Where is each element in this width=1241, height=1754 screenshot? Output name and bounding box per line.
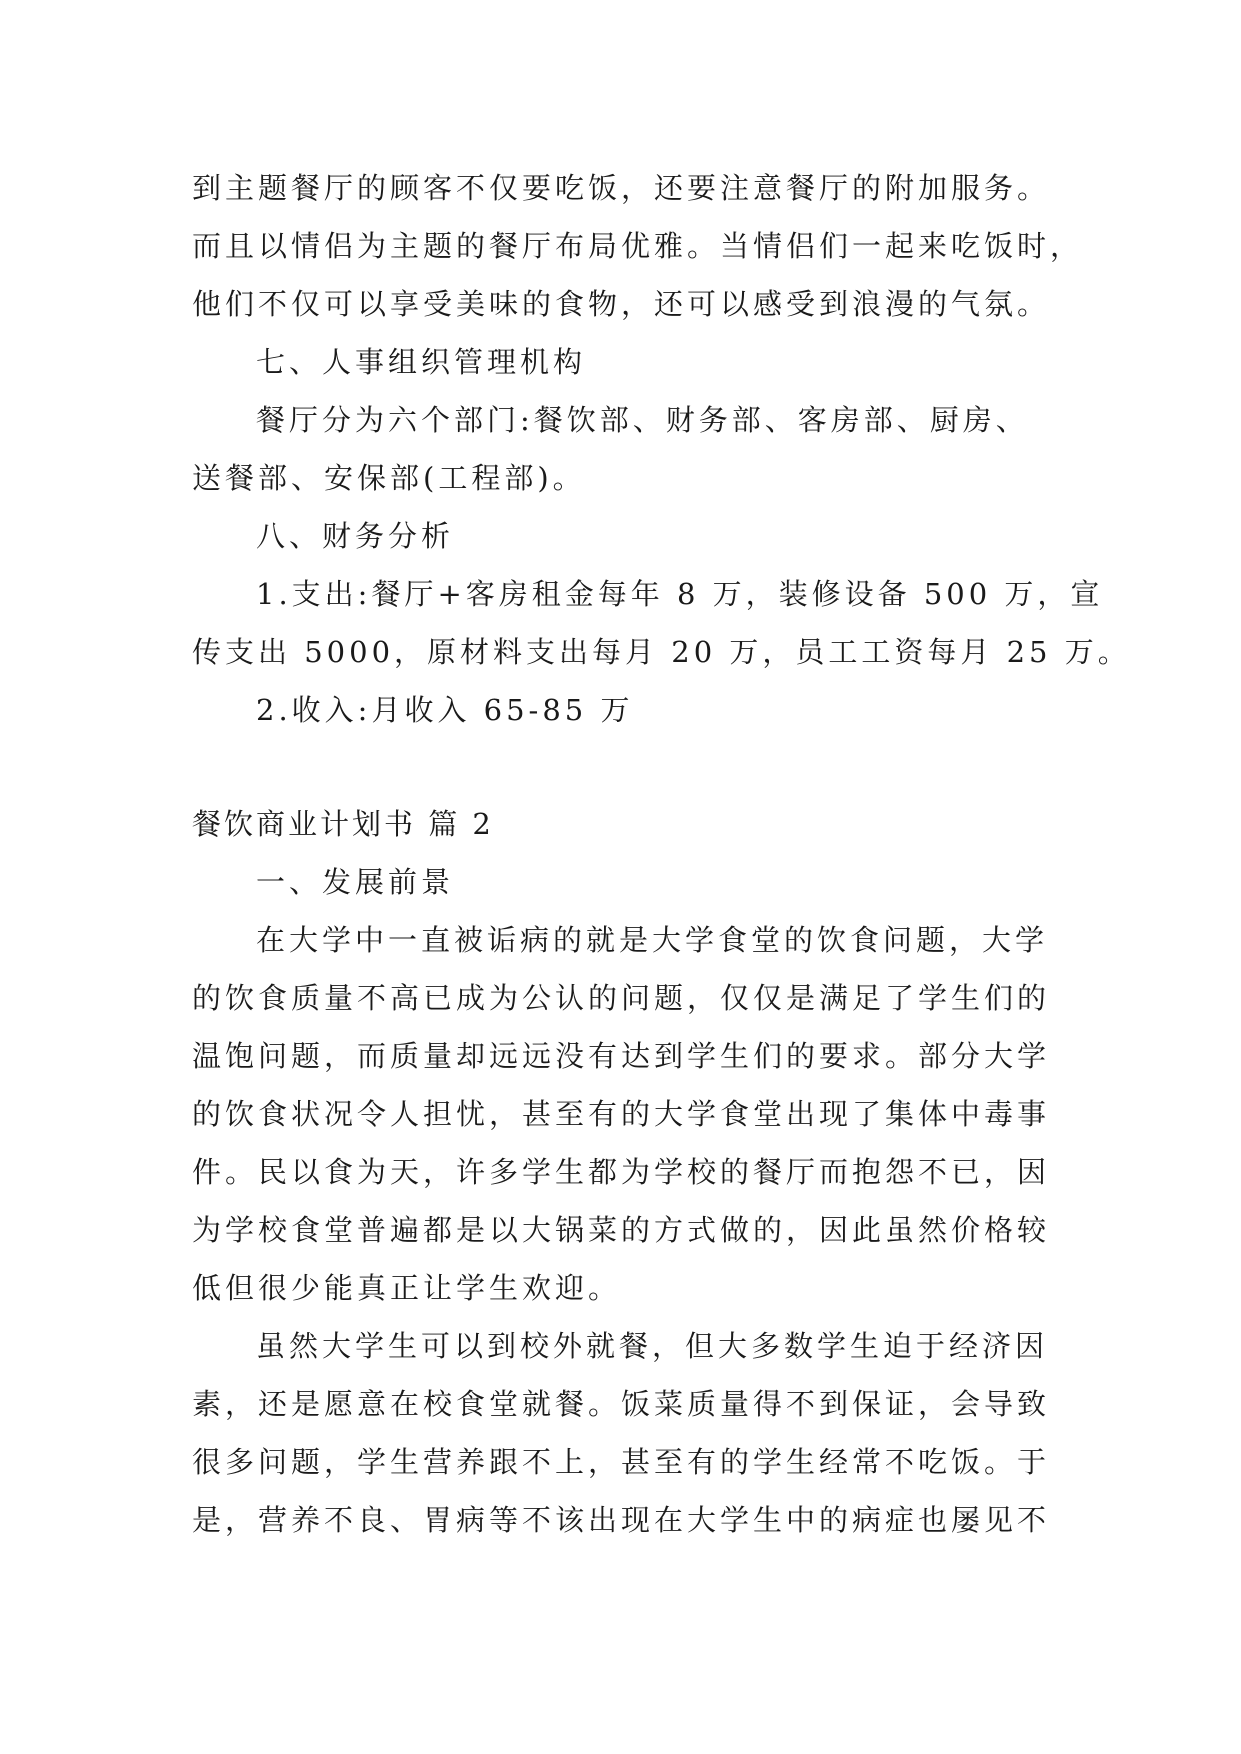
document-title: 餐饮商业计划书 篇 2 <box>192 807 494 841</box>
paragraph-line: 低但很少能真正让学生欢迎。 <box>192 1271 622 1305</box>
paragraph-line: 1.支出:餐厅+客房租金每年 8 万，装修设备 500 万，宣 <box>256 577 1104 611</box>
paragraph-line: 虽然大学生可以到校外就餐，但大多数学生迫于经济因 <box>256 1329 1049 1363</box>
paragraph-line: 素，还是愿意在校食堂就餐。饭菜质量得不到保证，会导致 <box>192 1387 1051 1421</box>
paragraph-line: 送餐部、安保部(工程部)。 <box>192 461 586 495</box>
paragraph-line: 餐厅分为六个部门:餐饮部、财务部、客房部、厨房、 <box>256 403 1029 437</box>
paragraph-line: 的饮食状况令人担忧，甚至有的大学食堂出现了集体中毒事 <box>192 1097 1051 1131</box>
paragraph-line: 2.收入:月收入 65-85 万 <box>256 693 634 727</box>
section-heading: 七、人事组织管理机构 <box>256 345 587 379</box>
paragraph-line: 在大学中一直被诟病的就是大学食堂的饮食问题，大学 <box>256 923 1049 957</box>
paragraph-line: 为学校食堂普遍都是以大锅菜的方式做的，因此虽然价格较 <box>192 1213 1051 1247</box>
section-heading: 八、财务分析 <box>256 519 455 553</box>
paragraph-line: 他们不仅可以享受美味的食物，还可以感受到浪漫的气氛。 <box>192 287 1051 321</box>
paragraph-line: 很多问题，学生营养跟不上，甚至有的学生经常不吃饭。于 <box>192 1445 1051 1479</box>
paragraph-line: 温饱问题，而质量却远远没有达到学生们的要求。部分大学 <box>192 1039 1051 1073</box>
section-heading: 一、发展前景 <box>256 865 455 899</box>
paragraph-line: 到主题餐厅的顾客不仅要吃饭，还要注意餐厅的附加服务。 <box>192 171 1051 205</box>
paragraph-line: 而且以情侣为主题的餐厅布局优雅。当情侣们一起来吃饭时， <box>192 229 1084 263</box>
paragraph-line: 是，营养不良、胃病等不该出现在大学生中的病症也屡见不 <box>192 1503 1051 1537</box>
paragraph-line: 的饮食质量不高已成为公认的问题，仅仅是满足了学生们的 <box>192 981 1051 1015</box>
paragraph-line: 件。民以食为天，许多学生都为学校的餐厅而抱怨不已，因 <box>192 1155 1051 1189</box>
paragraph-line: 传支出 5000，原材料支出每月 20 万，员工工资每月 25 万。 <box>192 635 1131 669</box>
